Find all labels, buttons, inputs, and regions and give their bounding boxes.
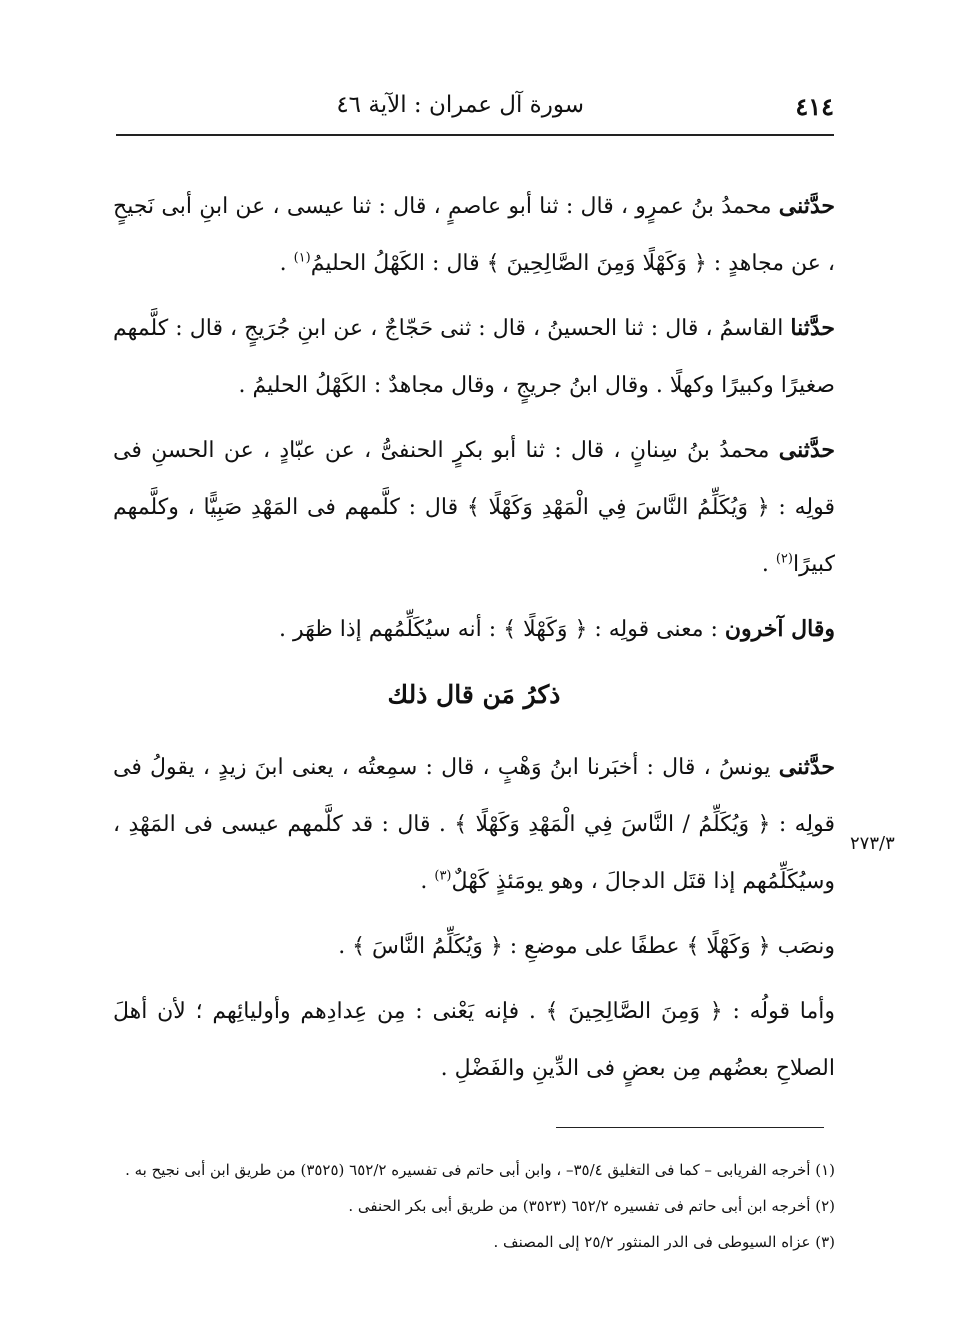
paragraph-tail: . bbox=[761, 552, 776, 577]
footnote-rule bbox=[556, 1127, 824, 1128]
paragraph bbox=[113, 300, 835, 414]
paragraph-lead: حدَّثنى bbox=[778, 754, 835, 780]
paragraph-text: : معنى قولِه : ﴿ وَكَهْلًا ﴾ : أنه سيُكَلِّمُهم إذا ظهَر . bbox=[278, 617, 725, 642]
paragraph-lead: حدَّثنى bbox=[778, 437, 835, 463]
paragraph-text: محمدُ بنُ عمرٍو ، قال : ثنا أبو عاصمٍ ، قال : ثنا عيسى ، عن ابنِ أبى نَجيحٍ ، عن مجاهدٍ : ﴿ وَكَهْلًا وَمِنَ الصَّالِحِينَ ﴾ قال : الكَهْلُ الحليمُ bbox=[113, 194, 835, 276]
main-text bbox=[113, 178, 835, 1105]
paragraph bbox=[113, 739, 835, 910]
paragraph-tail: . bbox=[420, 869, 435, 894]
footnote-ref: (٢) bbox=[775, 551, 793, 567]
paragraph-text: يونسُ ، قال : أخبَرنا ابنُ وَهْبٍ ، قال : سمِعتُه ، يعنى ابنَ زيدٍ ، يقولُ فى قولِه : ﴿ وَيُكَلِّمُ / النَّاسَ فِي الْمَهْدِ وَكَهْلًا ﴾ . قال : قد كلَّمهم عيسى فى المَهْدِ ، وسيُكَلِّمُهم إذا قتَل الدجالَ ، وهو يومَئذٍ كَهْلٌ bbox=[113, 755, 835, 894]
paragraph bbox=[113, 983, 835, 1097]
footnotes bbox=[113, 1152, 835, 1260]
paragraph bbox=[113, 178, 835, 292]
paragraph-text: محمدُ بنُ سِنانٍ ، قال : ثنا أبو بكرٍ الحنفىُّ ، عن عبّادٍ ، عن الحسنِ فى قولِه : ﴿ وَيُكَلِّمُ النَّاسَ فِي الْمَهْدِ وَكَهْلًا ﴾ قال : كلَّمهم فى المَهْدِ صَبِيًّا ، وكلَّمهم كبيرًا bbox=[113, 438, 835, 577]
paragraph-lead: حدَّثنى bbox=[778, 193, 835, 219]
paragraph bbox=[113, 601, 835, 658]
margin-note: ٢٧٣/٣ bbox=[850, 833, 895, 854]
paragraph bbox=[113, 918, 835, 975]
paragraph-lead: وقال آخرون bbox=[724, 616, 835, 642]
header-rule bbox=[116, 134, 834, 136]
paragraph-tail: . bbox=[279, 251, 294, 276]
header-title: سورة آل عمران : الآية ٤٦ bbox=[336, 92, 584, 118]
section-heading: ذكرُ مَن قال ذلك bbox=[387, 680, 561, 709]
footnote-ref: (١) bbox=[293, 250, 311, 266]
paragraph bbox=[113, 422, 835, 593]
running-header bbox=[116, 86, 834, 130]
page-number: ٤١٤ bbox=[795, 92, 834, 121]
paragraph-text: وأما قولُه : ﴿ وَمِنَ الصَّالِحِينَ ﴾ . فإنه يَعْنى : مِن عِدادِهم وأوليائِهم ؛ لأن أهلَ الصلاحِ بعضُهم مِن بعضٍ فى الدِّينِ والفَضْلِ . bbox=[113, 999, 835, 1081]
footnote-ref: (٣) bbox=[434, 868, 452, 884]
paragraph-lead: حدَّثنا bbox=[790, 315, 835, 341]
footnote: (٢) أخرجه ابن أبى حاتم فى تفسيره ٦٥٢/٢ (٣٥٢٣) من طريق أبى بكر الحنفى . bbox=[348, 1197, 835, 1215]
footnote: (١) أخرجه الفريابى – كما فى التغليق ٣٥/٤– ، وابن أبى حاتم فى تفسيره ٦٥٢/٢ (٣٥٢٥) من طريق ابن أبى نجيح به . bbox=[125, 1161, 835, 1179]
paragraph-text: ونصَب ﴿ وَكَهْلًا ﴾ عطفًا على موضعِ : ﴿ وَيُكَلِّمُ النَّاسَ ﴾ . bbox=[338, 934, 835, 959]
footnote: (٣) عزاه السيوطى فى الدر المنثور ٢٥/٢ إلى المصنف . bbox=[493, 1233, 835, 1251]
paragraph-text: القاسمُ ، قال : ثنا الحسينُ ، قال : ثنى حَجّاجٌ ، عن ابنِ جُرَيجٍ ، قال : كلَّمهم صغيرًا وكبيرًا وكهلًا . وقال ابنُ جريجٍ ، وقال مجاهدٌ : الكَهْلُ الحليمُ . bbox=[113, 316, 835, 398]
